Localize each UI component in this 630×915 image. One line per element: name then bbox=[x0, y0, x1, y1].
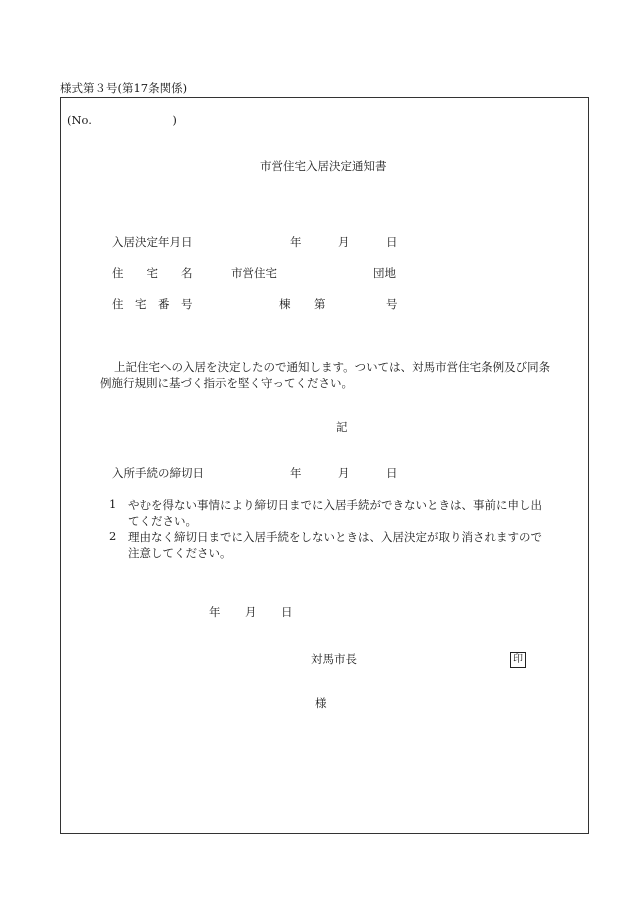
housing-number-nth: 第 bbox=[314, 297, 326, 311]
issue-date-year: 年 bbox=[209, 605, 221, 619]
issue-date-day: 日 bbox=[281, 605, 293, 619]
deadline-year: 年 bbox=[290, 466, 302, 480]
issuer: 対馬市長 bbox=[311, 652, 357, 666]
decision-date-month: 月 bbox=[338, 235, 350, 249]
housing-name-suffix: 団地 bbox=[373, 266, 396, 280]
note-number: 1 bbox=[109, 497, 117, 511]
decision-date-day: 日 bbox=[386, 235, 398, 249]
housing-number-building: 棟 bbox=[279, 297, 291, 311]
deadline-month: 月 bbox=[338, 466, 350, 480]
ki-heading: 記 bbox=[336, 420, 348, 434]
seal-box: 印 bbox=[510, 652, 526, 668]
housing-number-unit: 号 bbox=[386, 297, 398, 311]
body-text: 上記住宅への入居を決定したので通知します。ついては、対馬市営住宅条例及び同条例施行規則に基づく指示を堅く守ってください。 bbox=[100, 360, 551, 390]
housing-number-label: 住 宅 番 号 bbox=[112, 297, 193, 311]
housing-name-label: 住 宅 名 bbox=[112, 266, 193, 280]
deadline-day: 日 bbox=[386, 466, 398, 480]
note-text: やむを得ない事情により締切日までに入居手続ができないときは、事前に申し出てください。 bbox=[128, 498, 542, 528]
note-number: 2 bbox=[109, 529, 117, 543]
number-field: (No. ) bbox=[67, 113, 177, 127]
housing-name-prefix: 市営住宅 bbox=[231, 266, 277, 280]
form-label: 様式第３号(第17条関係) bbox=[60, 81, 188, 95]
document-title: 市営住宅入居決定通知書 bbox=[260, 159, 387, 173]
decision-date-label: 入居決定年月日 bbox=[112, 235, 193, 249]
deadline-label: 入所手続の締切日 bbox=[112, 466, 204, 480]
decision-date-year: 年 bbox=[290, 235, 302, 249]
recipient-honorific: 様 bbox=[315, 696, 327, 710]
note-text: 理由なく締切日までに入居手続をしないときは、入居決定が取り消されますので注意してください。 bbox=[128, 530, 542, 560]
issue-date-month: 月 bbox=[245, 605, 257, 619]
